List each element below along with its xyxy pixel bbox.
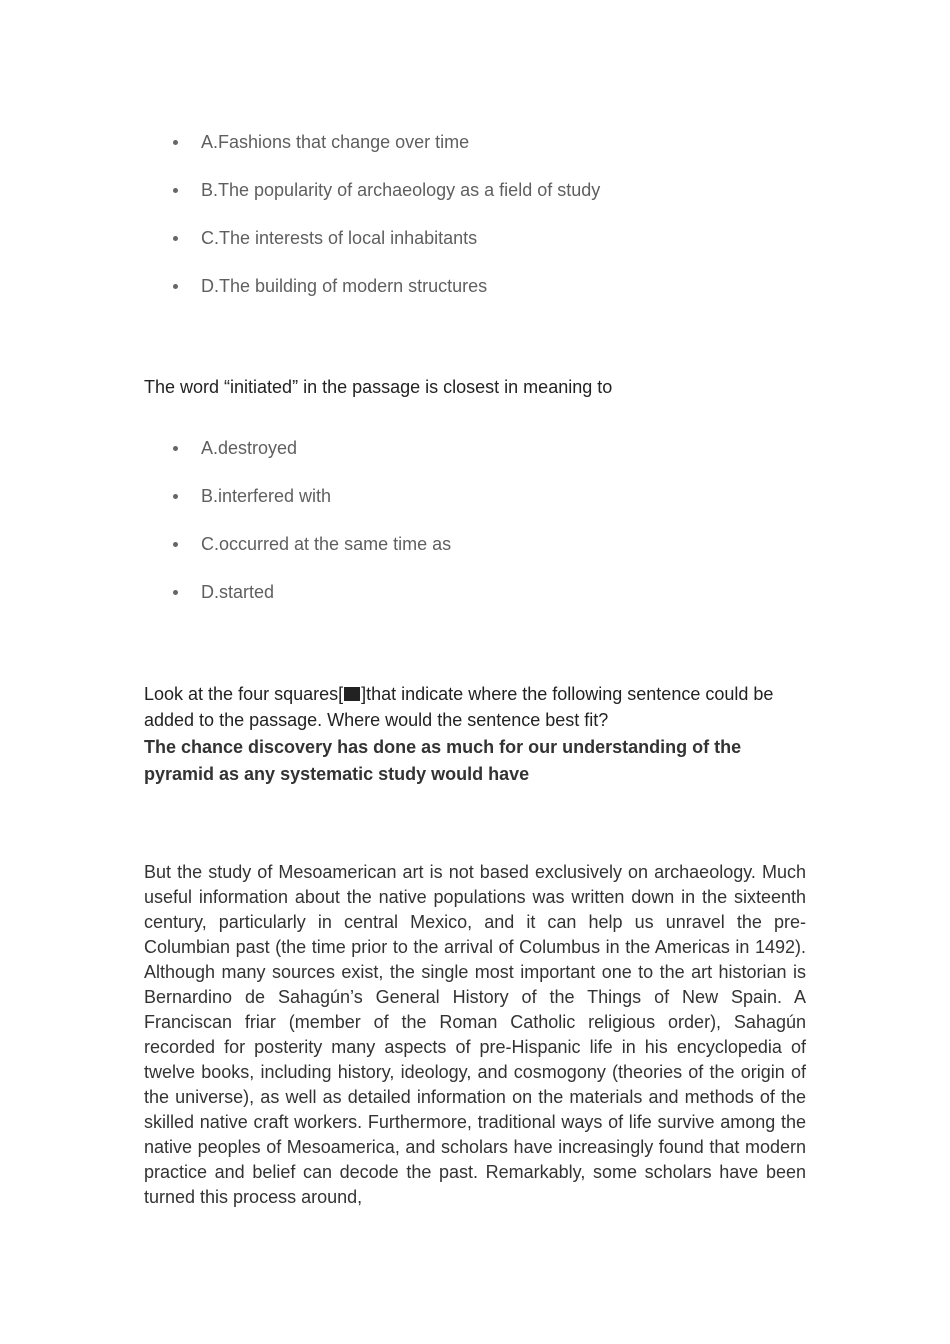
list-item[interactable] (144, 582, 804, 630)
list-item[interactable] (144, 180, 804, 228)
list-item[interactable] (144, 438, 804, 486)
question3-prompt-before: Look at the four squares[ (144, 684, 344, 704)
list-item[interactable] (144, 486, 804, 534)
bullet-icon (173, 494, 178, 499)
option-label: C.The interests of local inhabitants (201, 228, 478, 248)
bullet-icon (173, 140, 178, 145)
question1-options (144, 132, 804, 324)
option-label: D.The building of modern structures (201, 276, 488, 296)
option-label: A.destroyed (201, 438, 298, 458)
option-label: B.interfered with (201, 486, 332, 506)
bullet-icon (173, 236, 178, 241)
insert-sentence: The chance discovery has done as much for our understanding of the pyramid as any systematic study would have (144, 737, 742, 784)
question3-prompt-after: ]that indicate where the following sentence could be added to the passage. Where would the sentence best fit? (144, 684, 774, 730)
list-item[interactable] (144, 276, 804, 324)
bullet-icon (173, 446, 178, 451)
bullet-icon (173, 590, 178, 595)
option-label: B.The popularity of archaeology as a field of study (201, 180, 601, 200)
list-item[interactable] (144, 228, 804, 276)
black-square-icon (344, 687, 360, 701)
list-item[interactable] (144, 132, 804, 180)
option-label: C.occurred at the same time as (201, 534, 452, 554)
question2-prompt: The word “initiated” in the passage is closest in meaning to (144, 377, 613, 397)
bullet-icon (173, 542, 178, 547)
option-label: D.started (201, 582, 275, 602)
bullet-icon (173, 188, 178, 193)
bullet-icon (173, 284, 178, 289)
list-item[interactable] (144, 534, 804, 582)
question3-prompt (144, 681, 806, 733)
passage-paragraph: But the study of Mesoamerican art is not based exclusively on archaeology. Much useful information about the native populations was written down in the sixteenth century, particularly in central Mexico, and it can help us unravel the pre-Columbian past (the time prior to the arrival of Columbus in the Americas in 1492). Although many sources exist, the single most important one to the art historian is Bernardino de Sahagún’s General History of the Things of New Spain. A Franciscan friar (member of the Roman Catholic religious order), Sahagún recorded for posterity many aspects of pre-Hispanic life in his encyclopedia of twelve books, including history, ideology, and cosmogony (theories of the origin of the universe), as well as detailed information on the materials and methods of the skilled native craft workers. Furthermore, traditional ways of life survive among the native peoples of Mesoamerica, and scholars have increasingly found that modern practice and belief can decode the past. Remarkably, some scholars have been turned this process around, (144, 862, 806, 1207)
option-label: A.Fashions that change over time (201, 132, 470, 152)
question2-options (144, 438, 804, 630)
